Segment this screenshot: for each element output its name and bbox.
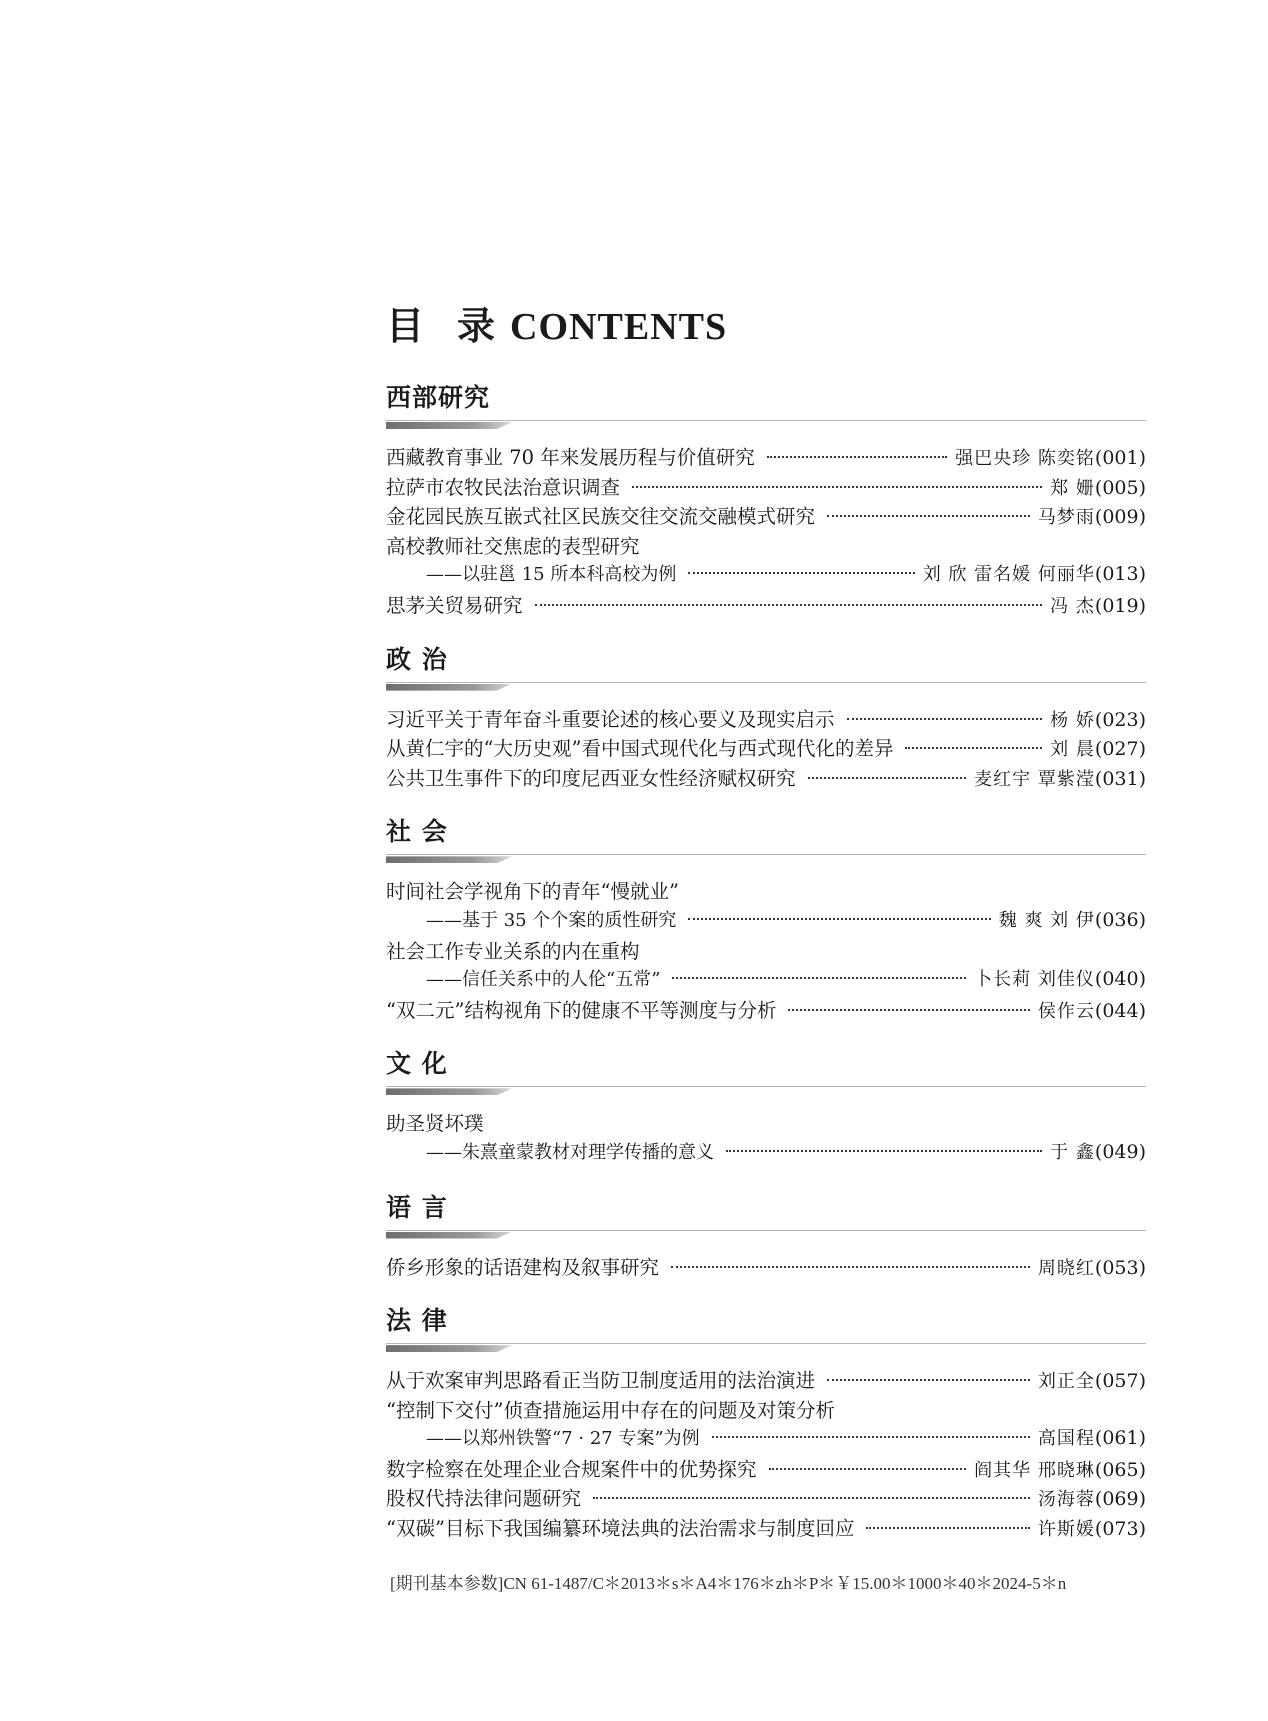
entry-author: 杨 娇 bbox=[1050, 709, 1095, 731]
entry-title: “双碳”目标下我国编纂环境法典的法治需求与制度回应 bbox=[386, 1517, 855, 1541]
entry-title: “控制下交付”侦查措施运用中存在的问题及对策分析 bbox=[386, 1398, 835, 1422]
title-cn-2: 录 bbox=[457, 303, 497, 348]
section-header bbox=[386, 380, 1146, 424]
entry-page: (061) bbox=[1094, 1427, 1146, 1450]
entry-author: 马梦雨 bbox=[1037, 507, 1095, 529]
entry-page: (005) bbox=[1094, 476, 1146, 499]
section-header bbox=[386, 1190, 1146, 1234]
entry-author: 麦红宇 覃紫滢 bbox=[974, 768, 1095, 790]
dot-leader bbox=[808, 777, 967, 779]
toc-entry-subtitle bbox=[386, 1424, 1146, 1454]
entry-author: 许斯媛 bbox=[1037, 1519, 1095, 1541]
dot-leader bbox=[847, 718, 1043, 720]
entry-author: 魏 爽 刘 伊 bbox=[998, 909, 1095, 931]
section-accent-bar bbox=[386, 1232, 512, 1239]
entry-title: 社会工作专业关系的内在重构 bbox=[386, 939, 640, 963]
entry-page: (023) bbox=[1094, 708, 1146, 731]
section-divider bbox=[386, 682, 1146, 683]
entry-author: 刘 晨 bbox=[1050, 739, 1095, 761]
toc-entry bbox=[386, 1395, 1146, 1425]
section-title: 语 言 bbox=[386, 1192, 448, 1222]
entry-title: ——基于 35 个个案的质性研究 bbox=[426, 909, 677, 931]
toc-entry-subtitle bbox=[386, 906, 1146, 936]
entry-page: (069) bbox=[1094, 1488, 1146, 1511]
entry-page: (019) bbox=[1094, 594, 1146, 617]
toc-entry bbox=[386, 590, 1146, 620]
toc-entry bbox=[386, 733, 1146, 763]
entry-author: 侯作云 bbox=[1037, 1000, 1095, 1022]
entry-page: (036) bbox=[1094, 908, 1146, 931]
entry-author: 卜长莉 刘佳仪 bbox=[974, 969, 1095, 991]
toc-section bbox=[386, 1303, 1146, 1543]
entry-title: 助圣贤坏璞 bbox=[386, 1112, 484, 1136]
entry-page: (013) bbox=[1094, 563, 1146, 586]
entry-page: (044) bbox=[1094, 999, 1146, 1022]
entry-title: 西藏教育事业 70 年来发展历程与价值研究 bbox=[386, 446, 755, 469]
entry-author: 刘正全 bbox=[1037, 1371, 1095, 1393]
dot-leader bbox=[827, 1379, 1030, 1381]
section-divider bbox=[386, 854, 1146, 855]
section-divider bbox=[386, 420, 1146, 421]
toc-entry bbox=[386, 1483, 1146, 1513]
journal-parameters-footer: [期刊基本参数]CN 61-1487/C＊2013＊s＊A4＊176＊zh＊P＊￥15.00＊1000＊40＊2024-5＊n bbox=[390, 1574, 1067, 1593]
entry-title: 高校教师社交焦虑的表型研究 bbox=[386, 534, 640, 558]
section-divider bbox=[386, 1086, 1146, 1087]
toc-entry bbox=[386, 763, 1146, 793]
section-accent-bar bbox=[386, 684, 512, 691]
dot-leader bbox=[866, 1527, 1029, 1529]
toc-section bbox=[386, 1190, 1146, 1282]
toc-entry bbox=[386, 1454, 1146, 1484]
section-header bbox=[386, 814, 1146, 858]
dot-leader bbox=[593, 1497, 1030, 1499]
section-title: 文 化 bbox=[386, 1049, 448, 1079]
toc-entry bbox=[386, 501, 1146, 531]
dot-leader bbox=[535, 604, 1043, 606]
section-entries bbox=[386, 876, 1146, 1024]
dot-leader bbox=[905, 747, 1042, 749]
section-entries bbox=[386, 442, 1146, 620]
entry-title: 数字检察在处理企业合规案件中的优势探究 bbox=[386, 1457, 757, 1481]
title-cn-1: 目 bbox=[386, 303, 426, 348]
section-accent-bar bbox=[386, 1088, 512, 1095]
page-title bbox=[386, 300, 1146, 352]
entry-title: 从黄仁宇的“大历史观”看中国式现代化与西式现代化的差异 bbox=[386, 737, 894, 761]
section-header bbox=[386, 1303, 1146, 1347]
title-en: CONTENTS bbox=[510, 306, 728, 348]
toc-section bbox=[386, 814, 1146, 1024]
entry-page: (009) bbox=[1094, 506, 1146, 529]
toc-entry bbox=[386, 472, 1146, 502]
entry-page: (065) bbox=[1094, 1458, 1146, 1481]
toc-entry bbox=[386, 1513, 1146, 1543]
section-title: 法 律 bbox=[386, 1306, 448, 1336]
section-header bbox=[386, 1046, 1146, 1090]
section-entries bbox=[386, 1252, 1146, 1282]
entry-title: ——信任关系中的人伦“五常” bbox=[426, 969, 661, 991]
section-divider bbox=[386, 1343, 1146, 1344]
toc-entry bbox=[386, 876, 1146, 906]
entry-page: (073) bbox=[1094, 1518, 1146, 1541]
dot-leader bbox=[632, 486, 1042, 488]
section-entries bbox=[386, 704, 1146, 793]
toc-entry-subtitle bbox=[386, 965, 1146, 995]
dot-leader bbox=[769, 1468, 967, 1470]
entry-title: ——以郑州铁警“7 · 27 专案”为例 bbox=[426, 1428, 700, 1450]
toc-entry bbox=[386, 995, 1146, 1025]
toc-entry bbox=[386, 1108, 1146, 1138]
entry-author: 于 鑫 bbox=[1050, 1141, 1095, 1163]
entry-title: ——朱熹童蒙教材对理学传播的意义 bbox=[426, 1141, 714, 1163]
entry-author: 阎其华 邢晓琳 bbox=[974, 1459, 1095, 1481]
entry-author: 高国程 bbox=[1037, 1428, 1095, 1450]
entry-page: (057) bbox=[1094, 1370, 1146, 1393]
entry-page: (031) bbox=[1094, 767, 1146, 790]
dot-leader bbox=[712, 1436, 1030, 1438]
toc-entry-subtitle bbox=[386, 560, 1146, 590]
entry-page: (049) bbox=[1094, 1140, 1146, 1163]
entry-author: 强巴央珍 陈奕铭 bbox=[955, 448, 1095, 469]
entry-page: (040) bbox=[1094, 968, 1146, 991]
dot-leader bbox=[788, 1009, 1029, 1011]
toc-section bbox=[386, 380, 1146, 620]
entry-title: 公共卫生事件下的印度尼西亚女性经济赋权研究 bbox=[386, 766, 796, 790]
toc-entry bbox=[386, 1365, 1146, 1395]
entry-author: 周晓红 bbox=[1037, 1257, 1095, 1279]
section-entries bbox=[386, 1365, 1146, 1543]
entry-page: (053) bbox=[1094, 1256, 1146, 1279]
sections-container bbox=[386, 380, 1146, 1543]
section-divider bbox=[386, 1230, 1146, 1231]
toc-entry-subtitle bbox=[386, 1138, 1146, 1168]
entry-page: (027) bbox=[1094, 738, 1146, 761]
entry-author: 汤海蓉 bbox=[1037, 1489, 1095, 1511]
toc-entry bbox=[386, 531, 1146, 561]
entry-title: 拉萨市农牧民法治意识调查 bbox=[386, 475, 621, 499]
toc-section bbox=[386, 1046, 1146, 1167]
entry-title: 思茅关贸易研究 bbox=[386, 593, 523, 617]
section-header bbox=[386, 642, 1146, 686]
entry-title: 股权代持法律问题研究 bbox=[386, 1487, 582, 1511]
toc-entry bbox=[386, 1252, 1146, 1282]
entry-title: 金花园民族互嵌式社区民族交往交流交融模式研究 bbox=[386, 505, 816, 529]
dot-leader bbox=[688, 572, 914, 574]
entry-title: 习近平关于青年奋斗重要论述的核心要义及现实启示 bbox=[386, 707, 835, 731]
entry-title: 从于欢案审判思路看正当防卫制度适用的法治演进 bbox=[386, 1369, 816, 1393]
toc-entry bbox=[386, 442, 1146, 472]
entry-title: 侨乡形象的话语建构及叙事研究 bbox=[386, 1255, 660, 1279]
entry-page: (001) bbox=[1094, 447, 1146, 469]
section-title: 政 治 bbox=[386, 644, 448, 674]
dot-leader bbox=[688, 918, 990, 920]
section-entries bbox=[386, 1108, 1146, 1167]
section-title: 西部研究 bbox=[386, 383, 491, 412]
section-accent-bar bbox=[386, 1345, 512, 1352]
entry-author: 郑 姗 bbox=[1050, 477, 1095, 499]
dot-leader bbox=[672, 977, 966, 979]
table-of-contents bbox=[386, 300, 1146, 1565]
dot-leader bbox=[726, 1150, 1042, 1152]
section-accent-bar bbox=[386, 856, 512, 863]
entry-author: 冯 杰 bbox=[1050, 595, 1095, 617]
dot-leader bbox=[827, 515, 1030, 517]
section-accent-bar bbox=[386, 422, 512, 429]
dot-leader bbox=[671, 1266, 1030, 1268]
entry-title: ——以驻邕 15 所本科高校为例 bbox=[426, 564, 677, 586]
entry-author: 刘 欣 雷名媛 何丽华 bbox=[922, 564, 1095, 586]
section-title: 社 会 bbox=[386, 817, 448, 847]
toc-entry bbox=[386, 936, 1146, 966]
entry-title: “双二元”结构视角下的健康不平等测度与分析 bbox=[386, 998, 777, 1022]
toc-entry bbox=[386, 704, 1146, 734]
dot-leader bbox=[767, 456, 947, 458]
entry-title: 时间社会学视角下的青年“慢就业” bbox=[386, 880, 679, 904]
toc-section bbox=[386, 642, 1146, 793]
